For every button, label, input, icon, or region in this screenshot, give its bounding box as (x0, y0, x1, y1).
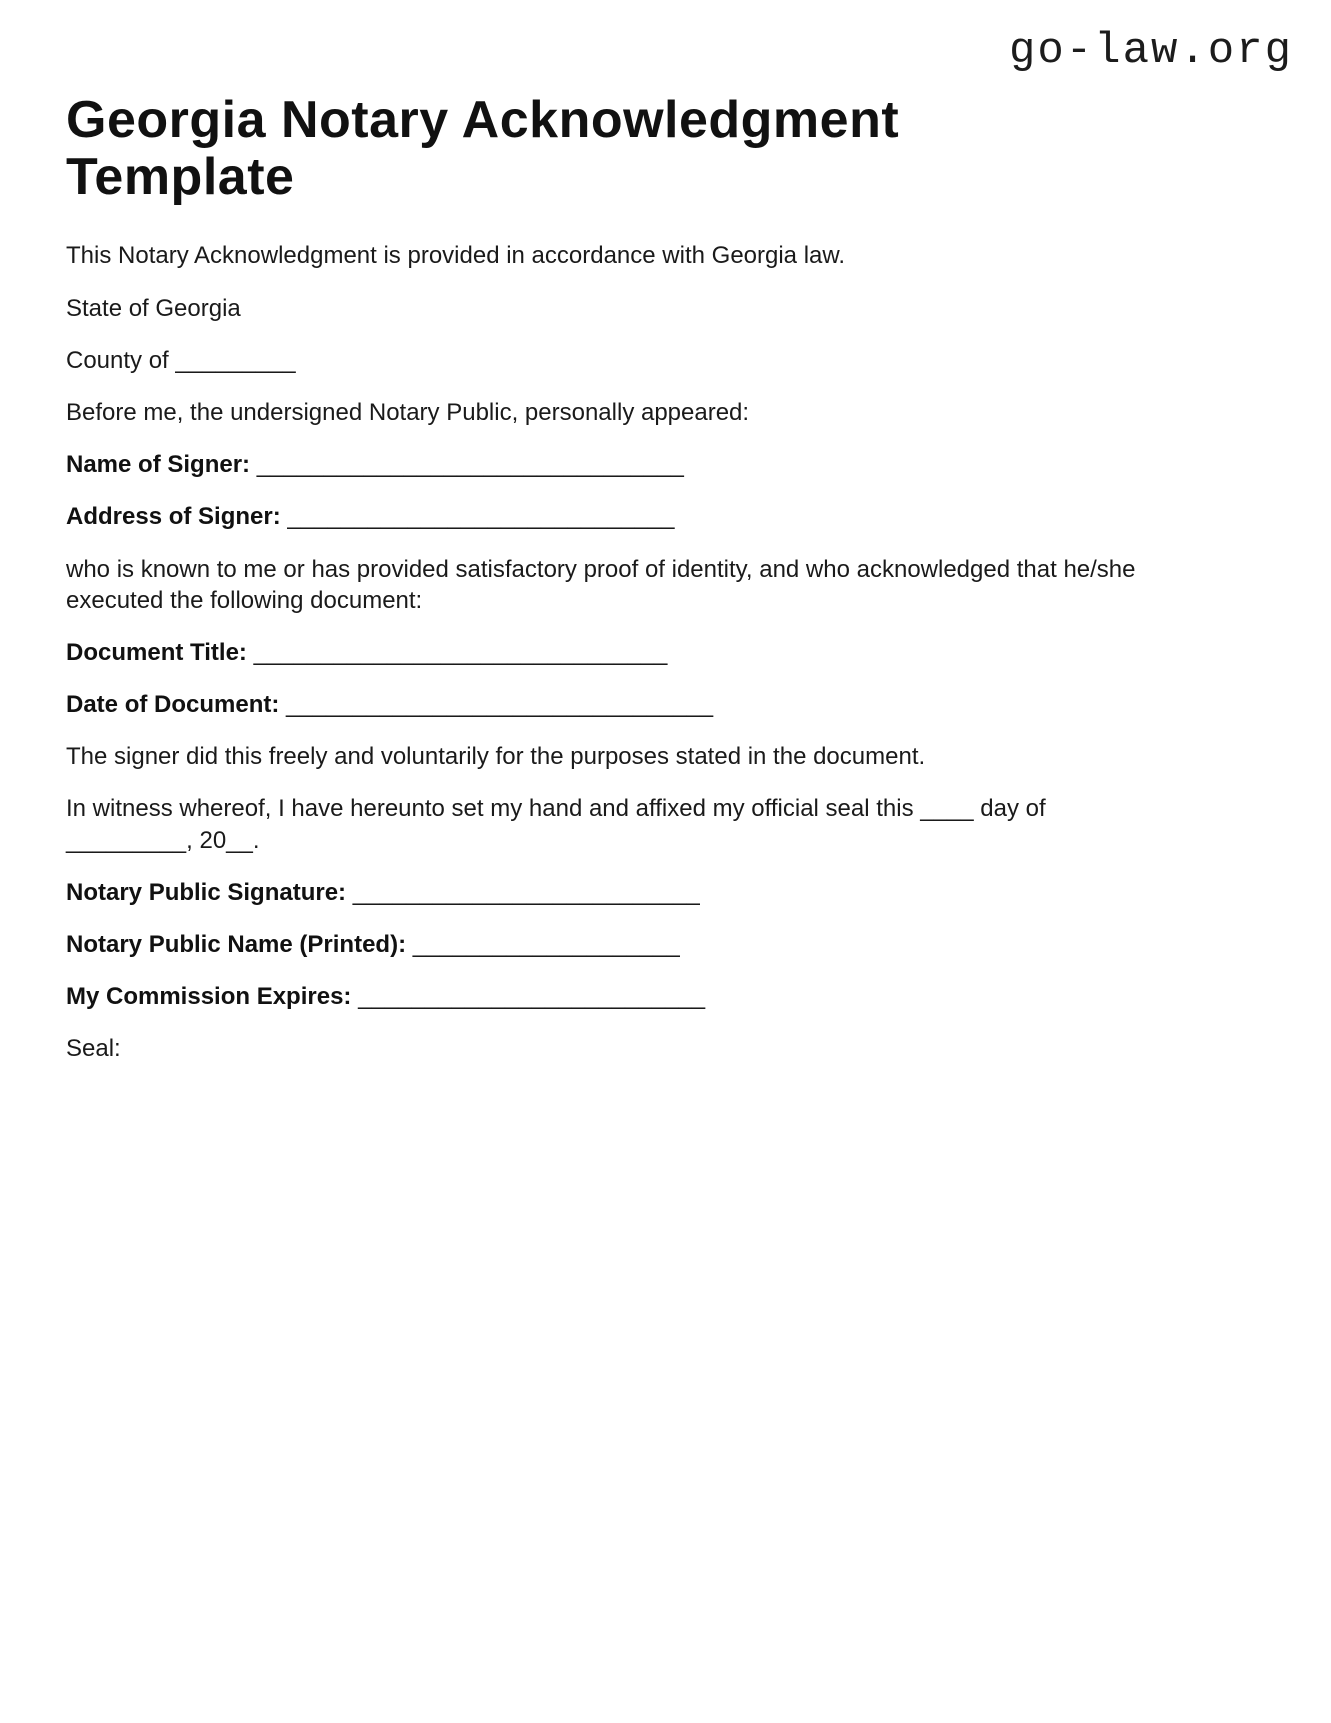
commission-expires-blank: __________________________ (358, 983, 706, 1011)
witness-text: In witness whereof, I have hereunto set my hand and affixed my official seal this ____ day of _________, 20__. (66, 795, 1046, 854)
witness-paragraph (66, 793, 1136, 855)
seal-label: Seal: (66, 1035, 121, 1063)
identity-paragraph (66, 554, 1136, 616)
document-title-label: Document Title: (66, 638, 247, 666)
name-of-signer-blank: ________________________________ (256, 451, 684, 479)
page-title: Georgia Notary Acknowledgment Template (66, 91, 900, 207)
intro-paragraph (66, 240, 1136, 271)
name-of-signer-label: Name of Signer: (66, 451, 251, 479)
document-title-line (66, 637, 1136, 668)
seal-line (66, 1033, 1136, 1064)
county-line (66, 345, 1136, 376)
notary-printed-name-blank: ____________________ (412, 931, 680, 958)
state-text: State of Georgia (66, 294, 241, 322)
address-of-signer-line (66, 501, 1136, 532)
notary-printed-name-line (66, 929, 1136, 960)
commission-expires-label: My Commission Expires: (66, 983, 352, 1011)
notary-signature-label: Notary Public Signature: (66, 878, 347, 906)
county-blank: _________ (175, 346, 296, 374)
site-watermark: go-law.org (1008, 26, 1293, 76)
notary-signature-line (66, 877, 1136, 908)
document-date-blank: ________________________________ (286, 691, 714, 719)
document-body (66, 240, 1265, 1064)
notary-signature-blank: __________________________ (352, 878, 700, 906)
intro-text: This Notary Acknowledgment is provided in accordance with Georgia law. (66, 242, 846, 270)
freely-text: The signer did this freely and voluntarily for the purposes stated in the document. (66, 743, 926, 771)
before-me-line (66, 397, 1136, 428)
document-date-line (66, 689, 1136, 720)
county-label: County of (66, 346, 169, 374)
identity-text: who is known to me or has provided satisfactory proof of identity, and who acknowledged that he/she executed the following document: (66, 555, 1136, 614)
state-line (66, 293, 1136, 324)
document-title-blank: _______________________________ (253, 638, 668, 666)
document-date-label: Date of Document: (66, 691, 280, 719)
commission-expires-line (66, 981, 1136, 1012)
name-of-signer-line (66, 449, 1136, 480)
address-of-signer-label: Address of Signer: (66, 503, 281, 531)
freely-paragraph (66, 741, 1136, 772)
before-me-text: Before me, the undersigned Notary Public, personally appeared: (66, 398, 750, 426)
address-of-signer-blank: _____________________________ (287, 503, 675, 531)
notary-printed-name-label: Notary Public Name (Printed): (66, 931, 407, 958)
